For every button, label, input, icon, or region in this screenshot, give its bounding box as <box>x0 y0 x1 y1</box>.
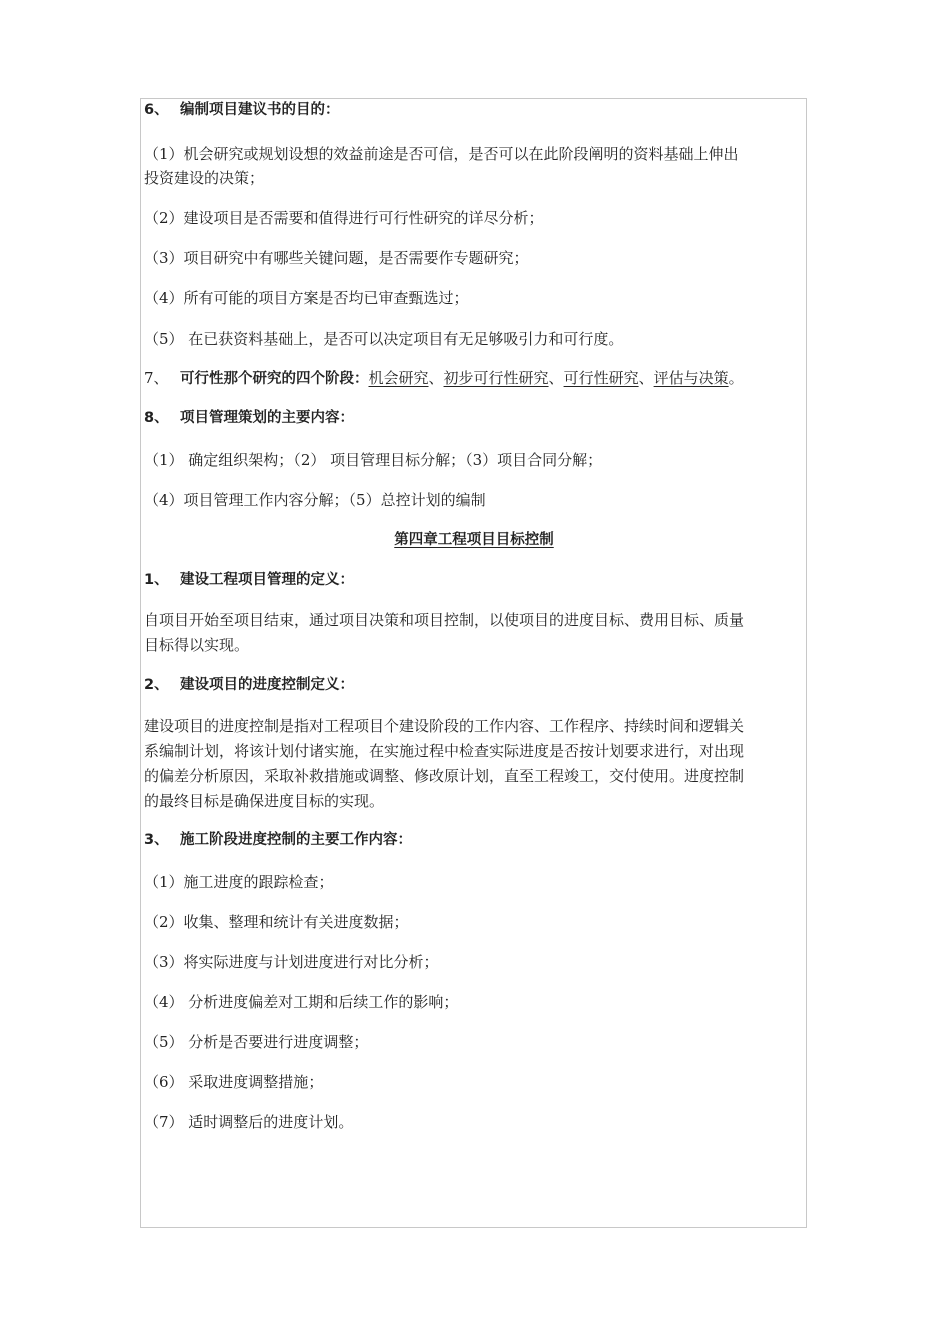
chapter-title <box>144 528 804 553</box>
section-8-heading <box>144 406 354 431</box>
stage-link: 初步可行性研究 <box>443 369 549 387</box>
section-number: 3、 <box>144 832 169 848</box>
list-item-continuation: 投资建设的决策； <box>144 169 265 187</box>
stage-link: 机会研究 <box>368 369 429 387</box>
list-item: （1）施工进度的跟踪检查； <box>144 873 334 891</box>
section-number: 2、 <box>144 677 169 693</box>
list-item: （4）所有可能的项目方案是否均已审查甄选过； <box>144 289 469 307</box>
section-title: 建设项目的进度控制定义： <box>180 677 354 693</box>
section-title: 施工阶段进度控制的主要工作内容： <box>180 832 412 848</box>
paragraph-line: 目标得以实现。 <box>144 636 250 654</box>
section-title: 项目管理策划的主要内容： <box>180 410 354 426</box>
list-item: （2）建设项目是否需要和值得进行可行性研究的详尽分析； <box>144 209 544 227</box>
separator: 、 <box>548 369 564 387</box>
list-item: （5） 分析是否要进行进度调整； <box>144 1033 369 1051</box>
separator: 、 <box>428 369 444 387</box>
paragraph-line: 系编制计划，将该计划付诸实施，在实施过程中检查实际进度是否按计划要求进行，对出现 <box>144 742 745 760</box>
paragraph-line: 建设项目的进度控制是指对工程项目个建设阶段的工作内容、工作程序、持续时间和逻辑关 <box>144 717 745 735</box>
section-number: 1、 <box>144 572 169 588</box>
period: 。 <box>728 369 744 387</box>
section-number: 8、 <box>144 410 169 426</box>
list-item: （1）机会研究或规划设想的效益前途是否可信，是否可以在此阶段阐明的资料基础上伸出 <box>144 145 739 163</box>
paragraph-line: 的偏差分析原因，采取补救措施或调整、修改原计划，直至工程竣工，交付使用。进度控制 <box>144 767 745 785</box>
section-title: 建设工程项目管理的定义： <box>180 572 354 588</box>
list-item: （4） 分析进度偏差对工期和后续工作的影响； <box>144 993 459 1011</box>
list-item: （7） 适时调整后的进度计划。 <box>144 1113 354 1131</box>
chapter-section-2-heading <box>144 673 354 698</box>
chapter-section-1-heading <box>144 568 354 593</box>
section-6-heading <box>144 98 340 123</box>
paragraph-line: 自项目开始至项目结束，通过项目决策和项目控制，以使项目的进度目标、费用目标、质量 <box>144 611 745 629</box>
section-title: 可行性那个研究的四个阶段： <box>180 371 369 387</box>
section-number: 7、 <box>144 369 169 387</box>
stage-link: 评估与决策 <box>653 369 729 387</box>
stage-link: 可行性研究 <box>563 369 639 387</box>
paragraph-line: 的最终目标是确保进度目标的实现。 <box>144 792 385 810</box>
section-7-line <box>144 366 744 392</box>
section-title: 编制项目建议书的目的： <box>180 102 340 118</box>
list-item: （4）项目管理工作内容分解；（5）总控计划的编制 <box>144 491 486 509</box>
list-item: （3）将实际进度与计划进度进行对比分析； <box>144 953 439 971</box>
list-item: （6） 采取进度调整措施； <box>144 1073 324 1091</box>
section-number: 6、 <box>144 102 169 118</box>
list-item: （1） 确定组织架构；（2） 项目管理目标分解；（3）项目合同分解； <box>144 451 603 469</box>
list-item: （3）项目研究中有哪些关键问题，是否需要作专题研究； <box>144 249 529 267</box>
chapter-section-3-heading <box>144 828 412 853</box>
list-item: （5） 在已获资料基础上，是否可以决定项目有无足够吸引力和可行度。 <box>144 330 624 348</box>
chapter-title-text: 第四章工程项目目标控制 <box>394 532 554 548</box>
list-item: （2）收集、整理和统计有关进度数据； <box>144 913 409 931</box>
separator: 、 <box>638 369 654 387</box>
